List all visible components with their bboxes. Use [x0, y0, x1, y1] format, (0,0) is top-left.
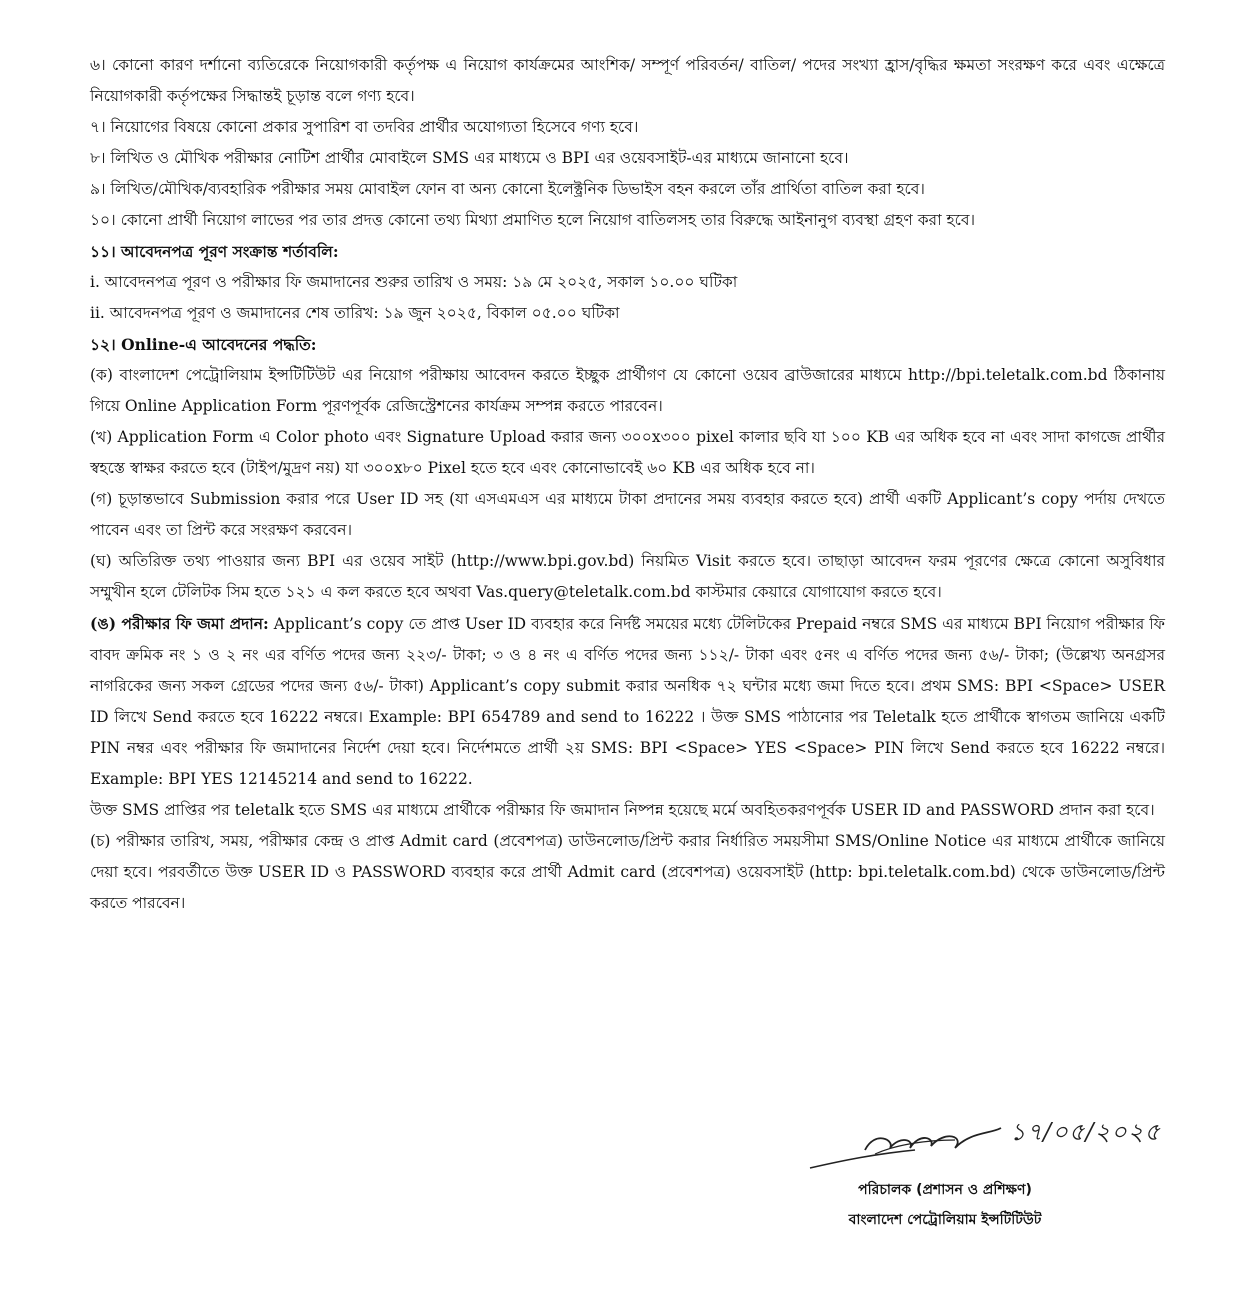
clause-7: ৭। নিয়োগের বিষয়ে কোনো প্রকার সুপারিশ বা তদবির প্রার্থীর অযোগ্যতা হিসেবে গণ্য হবে।: [90, 118, 639, 136]
clause-12-kha: (খ) Application Form এ Color photo এবং Signature Upload করার জন্য ৩০০x৩০০ pixel কালার ছবি যা ১০০ KB এর অধিক হবে না এবং সাদা কাগজে প্রার্থীর স্বহস্তে স্বাক্ষর করতে হবে (টাইপ/মুদ্রণ নয়) যা ৩০০x৮০ Pixel হতে হবে এবং কোনোভাবেই ৬০ KB এর অধিক হবে না।: [90, 428, 1165, 477]
signature-block: [805, 1110, 1165, 1185]
signatory-designation: পরিচালক (প্রশাসন ও প্রশিক্ষণ): [858, 1182, 1032, 1198]
clause-12-ga: (গ) চূড়ান্তভাবে Submission করার পরে User ID সহ (যা এসএমএস এর মাধ্যমে টাকা প্রদানের সময় ব্যবহার করতে হবে) প্রার্থী একটি Applicant’s copy পর্দায় দেখতে পাবেন এবং তা প্রিন্ট করে সংরক্ষণ করবেন।: [90, 490, 1165, 539]
clause-11-heading: ১১। আবেদনপত্র পূরণ সংক্রান্ত শর্তাবলি:: [90, 242, 339, 261]
clause-12-umo-text: Applicant’s copy তে প্রাপ্ত User ID ব্যবহার করে নির্দষ্ট সময়ের মধ্যে টেলিটকের Prepaid নম্বরে SMS এর মাধ্যমে BPI নিয়োগ পরীক্ষার ফি বাবদ ক্রমিক নং ১ ও ২ নং এর বর্ণিত পদের জন্য ২২৩/- টাকা; ৩ ও ৪ নং এ বর্ণিত পদের জন্য ১১২/- টাকা এবং ৫নং এ বর্ণিত পদের জন্য ৫৬/- টাকা; (উল্লেখ্য অনগ্রসর নাগরিকের জন্য সকল গ্রেডের পদের জন্য ৫৬/- টাকা) Applicant’s copy submit করার অনধিক ৭২ ঘন্টার মধ্যে জমা দিতে হবে। প্রথম SMS: BPI <Space> USER ID লিখে Send করতে হবে 16222 নম্বরে। Example: BPI 654789 and send to 16222 । উক্ত SMS পাঠানোর পর Teletalk হতে প্রার্থীকে স্বাগতম জানিয়ে একটি PIN নম্বর এবং পরীক্ষার ফি জমাদানের নির্দেশ দেয়া হবে। নির্দেশমতে প্রার্থী ২য় SMS: BPI <Space> YES <Space> PIN লিখে Send করতে হবে 16222 নম্বরে। Example: BPI YES 12145214 and send to 16222.: [90, 615, 1165, 788]
signatory-organization: বাংলাদেশ পেট্রোলিয়াম ইন্সটিটিউট: [848, 1212, 1042, 1228]
clause-12-gha: (ঘ) অতিরিক্ত তথ্য পাওয়ার জন্য BPI এর ওয়েব সাইট (http://www.bpi.gov.bd) নিয়মিত Visit করতে হবে। তাছাড়া আবেদন ফরম পূরণের ক্ষেত্রে কোনো অসুবিধার সম্মুখীন হলে টেলিটক সিম হতে ১২১ এ কল করতে হবে অথবা Vas.query@teletalk.com.bd কাস্টমার কেয়ারে যোগাযোগ করতে হবে।: [90, 552, 1165, 601]
clause-12-cha: (চ) পরীক্ষার তারিখ, সময়, পরীক্ষার কেন্দ্র ও প্রাপ্ত Admit card (প্রবেশপত্র) ডাউনলোড/প্রিন্ট করার নির্ধারিত সময়সীমা SMS/Online Notice এর মাধ্যমে প্রার্থীকে জানিয়ে দেয়া হবে। পরবর্তীতে উক্ত USER ID ও PASSWORD ব্যবহার করে প্রার্থী Admit card (প্রবেশপত্র) ওয়েবসাইট (http: bpi.teletalk.com.bd) থেকে ডাউনলোড/প্রিন্ট করতে পারবেন।: [90, 832, 1165, 912]
clause-10: ১০। কোনো প্রার্থী নিয়োগ লাভের পর তার প্রদত্ত কোনো তথ্য মিথ্যা প্রমাণিত হলে নিয়োগ বাতিলসহ তার বিরুদ্ধে আইনানুগ ব্যবস্থা গ্রহণ করা হবে।: [90, 211, 976, 229]
signatory-footer: [820, 1175, 1070, 1235]
clause-12-umo: [90, 608, 1165, 795]
clause-12-heading: ১২। Online-এ আবেদনের পদ্ধতি:: [90, 335, 317, 354]
clause-8: ৮। লিখিত ও মৌখিক পরীক্ষার নোটিশ প্রার্থীর মোবাইলে SMS এর মাধ্যমে ও BPI এর ওয়েবসাইট-এর মাধ্যমে জানানো হবে।: [90, 149, 849, 167]
notice-body: [90, 50, 1165, 919]
signature-date: ১৭/০৫/২০২৫: [1010, 1118, 1161, 1146]
clause-11-ii: ii. আবেদনপত্র পূরণ ও জমাদানের শেষ তারিখ: ১৯ জুন ২০২৫, বিকাল ০৫.০০ ঘটিকা: [90, 304, 620, 322]
clause-12-umo-label: (ঙ) পরীক্ষার ফি জমা প্রদান:: [90, 614, 269, 633]
clause-6: ৬। কোনো কারণ দর্শানো ব্যতিরেকে নিয়োগকারী কর্তৃপক্ষ এ নিয়োগ কার্যক্রমের আংশিক/ সম্পূর্ণ পরিবর্তন/ বাতিল/ পদের সংখ্যা হ্রাস/বৃদ্ধির ক্ষমতা সংরক্ষণ করে এবং এক্ষেত্রে নিয়োগকারী কর্তৃপক্ষের সিদ্ধান্তই চূড়ান্ত বলে গণ্য হবে।: [90, 56, 1165, 105]
clause-11-i: i. আবেদনপত্র পূরণ ও পরীক্ষার ফি জমাদানের শুরুর তারিখ ও সময়: ১৯ মে ২০২৫, সকাল ১০.০০ ঘটিকা: [90, 273, 738, 291]
clause-12-ka: (ক) বাংলাদেশ পেট্রোলিয়াম ইন্সটিটিউট এর নিয়োগ পরীক্ষায় আবেদন করতে ইচ্ছুক প্রার্থীগণ যে কোনো ওয়েব ব্রাউজারের মাধ্যমে http://bpi.teletalk.com.bd ঠিকানায় গিয়ে Online Application Form পূরণপূর্বক রেজিস্ট্রেশনের কার্যক্রম সম্পন্ন করতে পারবেন।: [90, 366, 1165, 415]
clause-12-umo-followup: উক্ত SMS প্রাপ্তির পর teletalk হতে SMS এর মাধ্যমে প্রার্থীকে পরীক্ষার ফি জমাদান নিষ্পন্ন হয়েছে মর্মে অবহিতকরণপূর্বক USER ID and PASSWORD প্রদান করা হবে।: [90, 801, 1155, 819]
signature-scribble-icon: [805, 1110, 1015, 1180]
clause-9: ৯। লিখিত/মৌখিক/ব্যবহারিক পরীক্ষার সময় মোবাইল ফোন বা অন্য কোনো ইলেক্ট্রনিক ডিভাইস বহন করলে তাঁর প্রার্থিতা বাতিল করা হবে।: [90, 180, 925, 198]
